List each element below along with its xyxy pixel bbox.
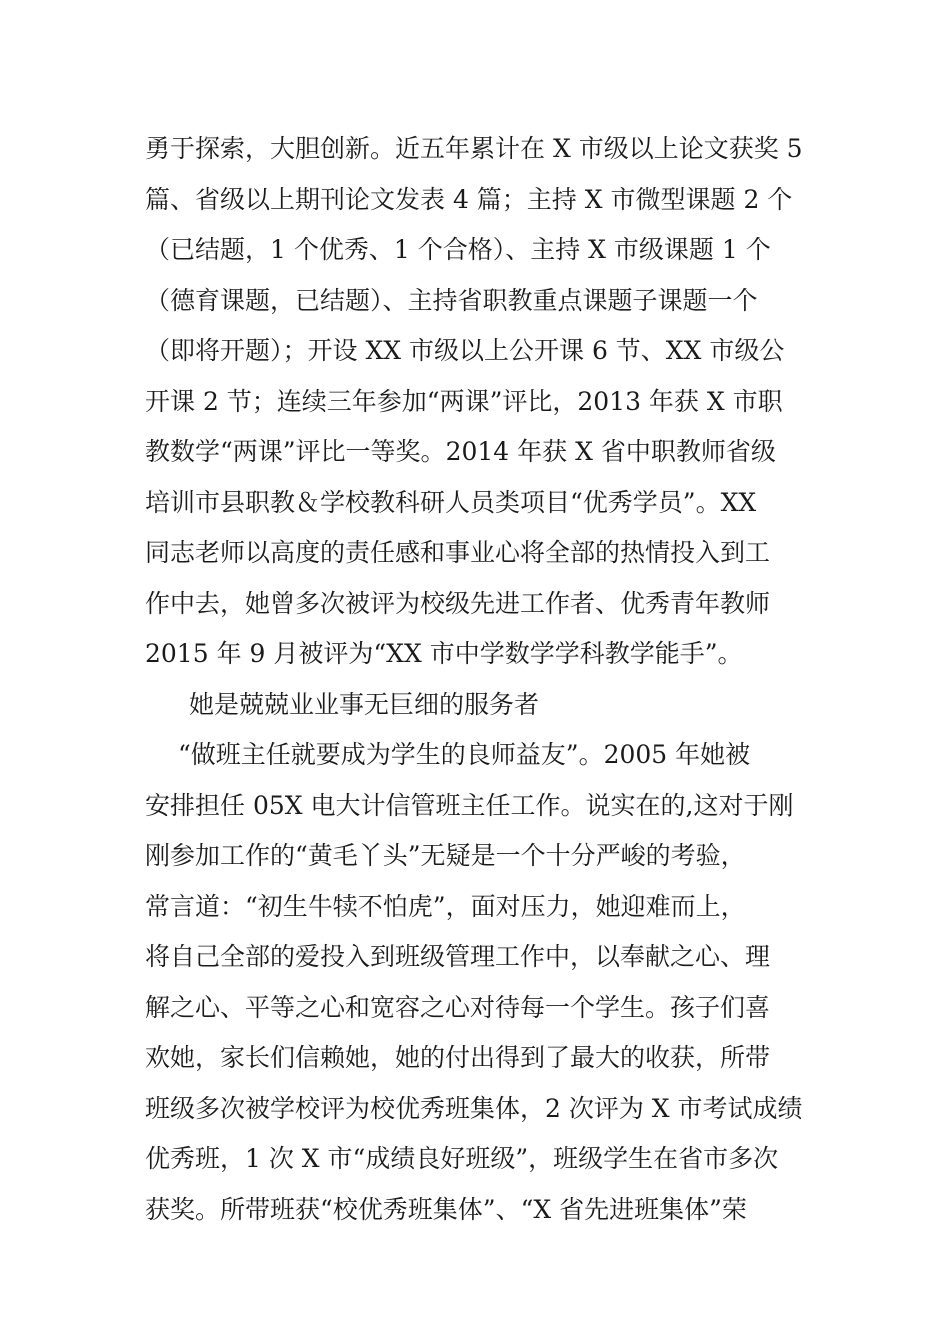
quote-line: “做班主任就要成为学生的良师益友”。2005 年她被: [178, 740, 751, 769]
paragraph-line: 欢她，家长们信赖她，她的付出得到了最大的收获，所带: [145, 1043, 771, 1072]
paragraph-line: 将自己全部的爱投入到班级管理工作中，以奉献之心、理: [145, 942, 771, 971]
paragraph-line: 教数学“两课”评比一等奖。2014 年获 X 省中职教师省级: [145, 437, 776, 466]
paragraph-line: （即将开题）；开设 XX 市级以上公开课 6 节、XX 市级公: [145, 336, 785, 365]
paragraph-line: 2015 年 9 月被评为“XX 市中学数学学科教学能手”。: [145, 639, 743, 668]
paragraph-line: 班级多次被学校评为校优秀班集体，2 次评为 X 市考试成绩: [145, 1093, 803, 1123]
paragraph-line: 培训市县职教＆学校教科研人员类项目“优秀学员”。XX: [145, 487, 757, 517]
paragraph-line: 常言道：“初生牛犊不怕虎”，面对压力，她迎难而上，: [145, 891, 746, 921]
paragraph-line: 开课 2 节；连续三年参加“两课”评比，2013 年获 X 市职: [145, 386, 783, 416]
paragraph-line: 解之心、平等之心和宽容之心对待每一个学生。孩子们喜: [145, 992, 771, 1022]
paragraph-line: 优秀班，1 次 X 市“成绩良好班级”，班级学生在省市多次: [145, 1144, 779, 1173]
document-body: [145, 124, 810, 1235]
paragraph-line: 安排担任 05X 电大计信管班主任工作。说实在的,这对于刚: [145, 790, 794, 820]
paragraph-line: （已结题，1 个优秀、1 个合格）、主持 X 市级课题 1 个: [145, 235, 771, 264]
paragraph-line: （德育课题，已结题）、主持省职教重点课题子课题一个: [145, 285, 758, 315]
paragraph-line: 勇于探索，大胆创新。近五年累计在 X 市级以上论文获奖 5: [145, 134, 803, 163]
section-heading: 她是兢兢业业事无巨细的服务者: [189, 689, 540, 719]
paragraph-line: 篇、省级以上期刊论文发表 4 篇；主持 X 市微型课题 2 个: [145, 184, 793, 214]
paragraph-line: 刚参加工作的“黄毛丫头”无疑是一个十分严峻的考验，: [145, 841, 746, 870]
paragraph-line: 获奖。所带班获“校优秀班集体”、“X 省先进班集体”荣: [145, 1194, 747, 1224]
paragraph-line: 作中去，她曾多次被评为校级先进工作者、优秀青年教师: [145, 588, 771, 618]
paragraph-line: 同志老师以高度的责任感和事业心将全部的热情投入到工: [145, 538, 771, 567]
